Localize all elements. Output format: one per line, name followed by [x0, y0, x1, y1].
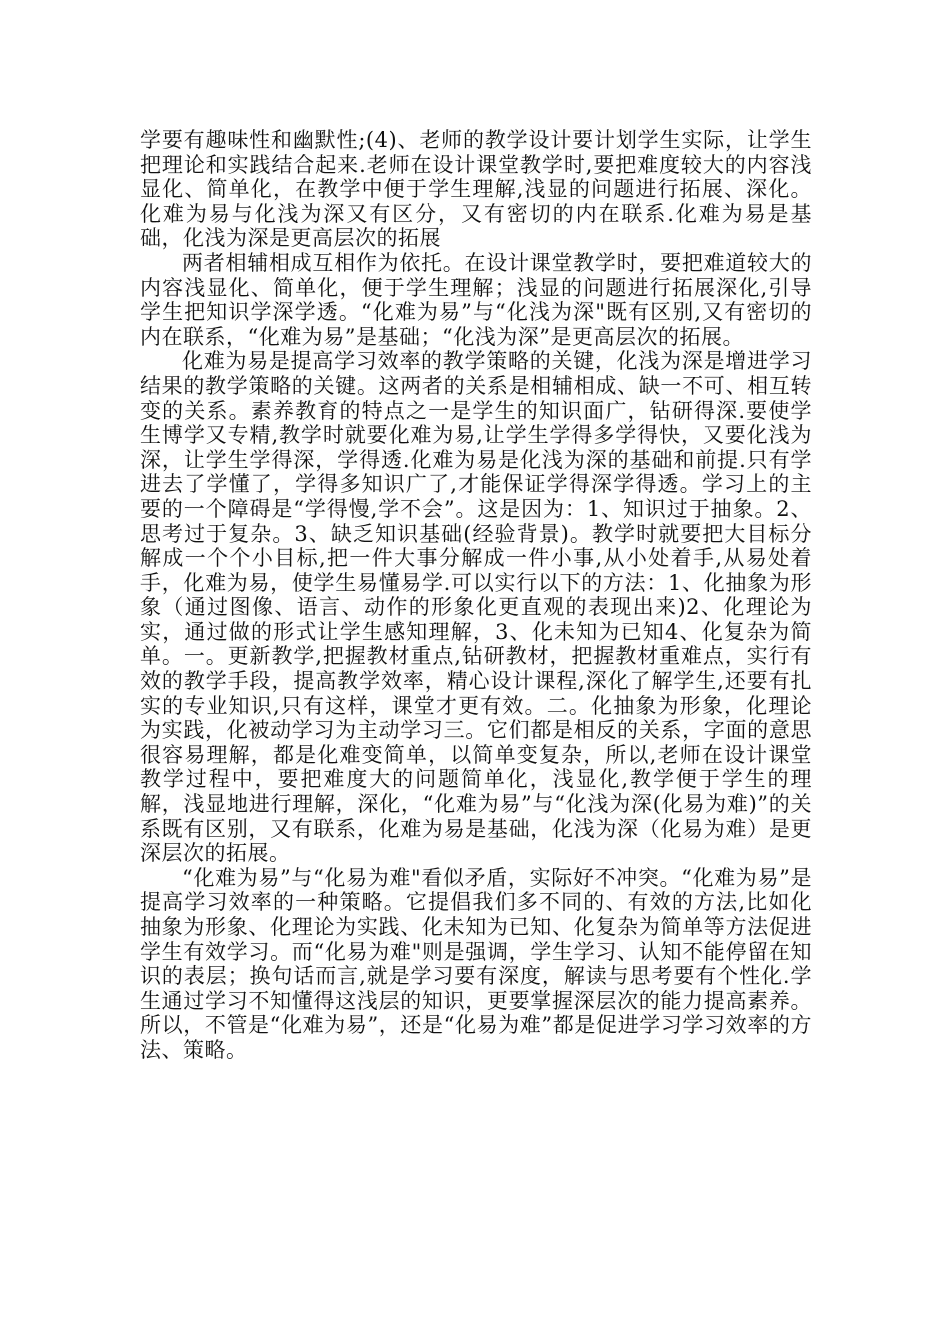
- document-page: [140, 128, 812, 1063]
- paragraph-4: “化难为易”与“化易为难"看似矛盾，实际好不冲突。“化难为易”是提高学习效率的一种策略。它提倡我们多不同的、有效的方法,比如化抽象为形象、化理论为实践、化未知为已知、化复杂为简单等方法促进学生有效学习。而“化易为难"则是强调，学生学习、认知不能停留在知识的表层；换句话而言,就是学习要有深度，解读与思考要有个性化.学生通过学习不知懂得这浅层的知识，更要掌握深层次的能力提高素养。所以，不管是“化难为易”，还是“化易为难”都是促进学习学习效率的方法、策略。: [140, 865, 812, 1062]
- paragraph-1: 学要有趣味性和幽默性;(4)、老师的教学设计要计划学生实际，让学生把理论和实践结合起来.老师在设计课堂教学时,要把难度较大的内容浅显化、简单化，在教学中便于学生理解,浅显的问题进行拓展、深化。化难为易与化浅为深又有区分，又有密切的内在联系.化难为易是基础，化浅为深是更高层次的拓展: [140, 128, 812, 251]
- paragraph-2: 两者相辅相成互相作为依托。在设计课堂教学时，要把难道较大的内容浅显化、简单化，便于学生理解；浅显的问题进行拓展深化,引导学生把知识学深学透。“化难为易”与“化浅为深"既有区别,又有密切的内在联系，“化难为易”是基础；“化浅为深”是更高层次的拓展。: [140, 250, 812, 349]
- paragraph-3: 化难为易是提高学习效率的教学策略的关键，化浅为深是增进学习结果的教学策略的关键。这两者的关系是相辅相成、缺一不可、相互转变的关系。素养教育的特点之一是学生的知识面广，钻研得深.要使学生博学又专精,教学时就要化难为易,让学生学得多学得快，又要化浅为深，让学生学得深，学得透.化难为易是化浅为深的基础和前提.只有学进去了学懂了，学得多知识广了,才能保证学得深学得透。学习上的主要的一个障碍是“学得慢,学不会”。这是因为：1、知识过于抽象。2、思考过于复杂。3、缺乏知识基础(经验背景)。教学时就要把大目标分解成一个个小目标,把一件大事分解成一件小事,从小处着手,从易处着手，化难为易，使学生易懂易学.可以实行以下的方法：1、化抽象为形象（通过图像、语言、动作的形象化更直观的表现出来)2、化理论为实，通过做的形式让学生感知理解，3、化未知为已知4、化复杂为简单。一。更新教学,把握教材重点,钻研教材，把握教材重难点，实行有效的教学手段，提高教学效率，精心设计课程,深化了解学生,还要有扎实的专业知识,只有这样，课堂才更有效。二。化抽象为形象，化理论为实践，化被动学习为主动学习三。它们都是相反的关系，字面的意思很容易理解，都是化难变简单，以简单变复杂，所以,老师在设计课堂教学过程中，要把难度大的问题简单化，浅显化,教学便于学生的理解，浅显地进行理解，深化，“化难为易”与“化浅为深(化易为难)”的关系既有区别，又有联系，化难为易是基础，化浅为深（化易为难）是更深层次的拓展。: [140, 349, 812, 866]
